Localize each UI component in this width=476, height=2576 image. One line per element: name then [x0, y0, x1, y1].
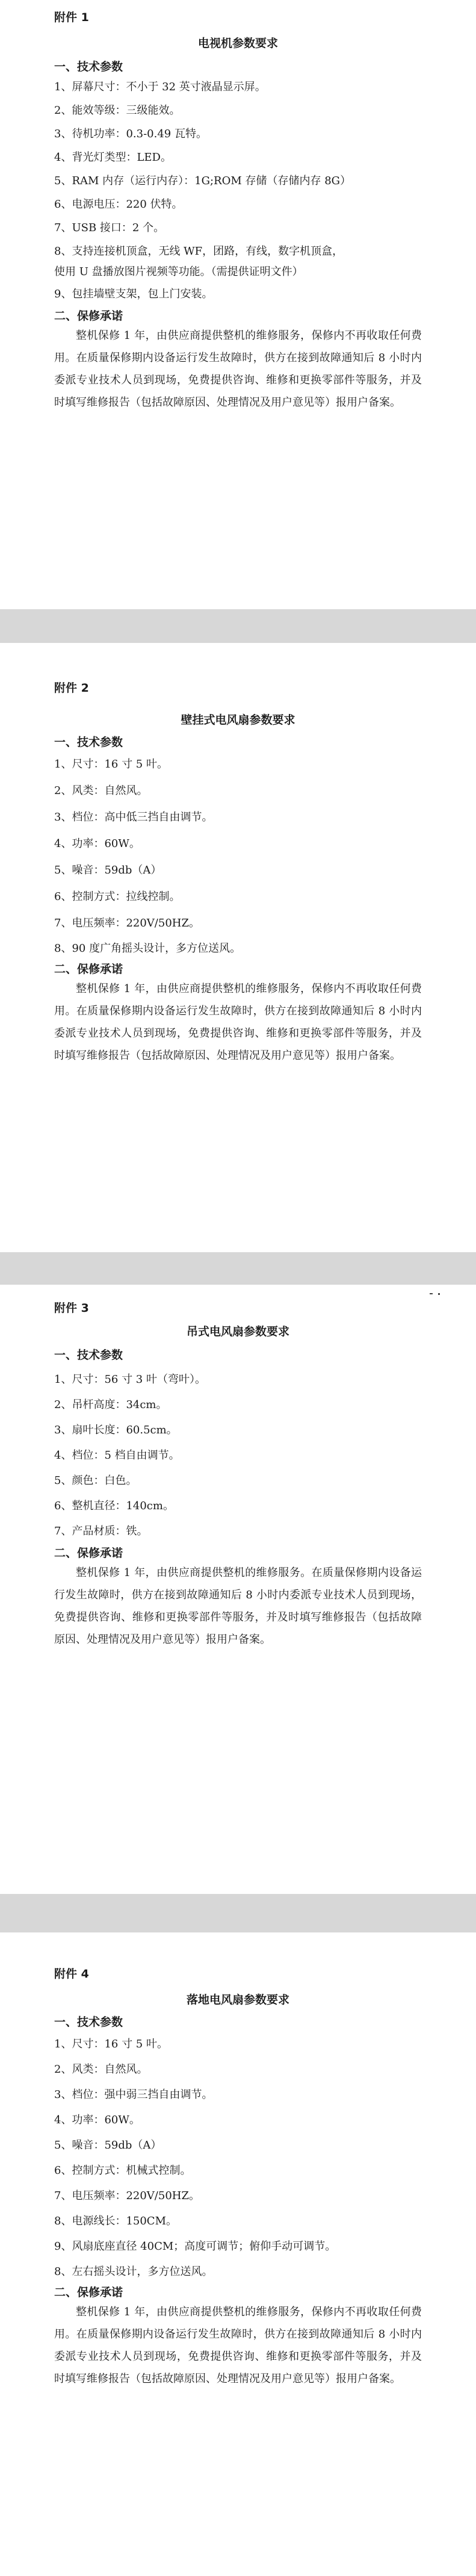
param-line: 使用 U 盘播放图片视频等功能。（需提供证明文件） — [54, 265, 303, 278]
scan-mark — [438, 1293, 440, 1295]
param-line: 3、待机功率：0.3-0.49 瓦特。 — [54, 128, 207, 140]
param-line: 1、尺寸：16 寸 5 叶。 — [54, 2038, 168, 2050]
param-line: 2、风类：自然风。 — [54, 2063, 148, 2076]
param-line: 3、档位：强中弱三挡自由调节。 — [54, 2088, 213, 2101]
param-line: 2、能效等级：三级能效。 — [54, 104, 181, 117]
section-heading-tech-params: 一、技术参数 — [54, 2016, 123, 2029]
param-line: 8、90 度广角摇头设计，多方位送风。 — [54, 942, 241, 955]
document-page-1 — [0, 0, 476, 609]
param-line: 6、整机直径：140cm。 — [54, 1500, 174, 1512]
document-page-2 — [0, 643, 476, 1252]
document-page-3 — [0, 1285, 476, 1894]
page-separator — [0, 1894, 476, 1932]
param-line: 3、扇叶长度：60.5cm。 — [54, 1424, 178, 1436]
warranty-paragraph: 整机保修 1 年，由供应商提供整机的维修服务，保修内不再收取任何费用。在质量保修期内设备运行发生故障时，供方在接到故障通知后 8 小时内委派专业技术人员到现场，免费提供咨询、维修和更换零部件等服务，并及时填写维修报告（包括故障原因、处理情况及用户意见等）报用户备案。 — [54, 2306, 422, 2385]
attachment-label: 附件 1 — [54, 11, 89, 24]
attachment-label: 附件 2 — [54, 681, 89, 695]
param-line: 7、电压频率：220V/50HZ。 — [54, 2190, 200, 2202]
param-line: 7、产品材质：铁。 — [54, 1525, 148, 1538]
section-heading-warranty: 二、保修承诺 — [54, 309, 123, 323]
param-line: 4、功率：60W。 — [54, 2114, 140, 2126]
param-line: 9、包挂墙壁支架，包上门安装。 — [54, 288, 213, 300]
warranty-paragraph: 整机保修 1 年，由供应商提供整机的维修服务，保修内不再收取任何费用。在质量保修期内设备运行发生故障时，供方在接到故障通知后 8 小时内委派专业技术人员到现场，免费提供咨询、维修和更换零部件等服务，并及时填写维修报告（包括故障原因、处理情况及用户意见等）报用户备案。 — [54, 329, 422, 409]
section-heading-warranty: 二、保修承诺 — [54, 1547, 123, 1560]
page-title: 壁挂式电风扇参数要求 — [181, 713, 295, 727]
param-line: 8、支持连接机顶盒，无线 WF，团路，有线，数字机顶盒， — [54, 245, 344, 258]
param-line: 6、控制方式：机械式控制。 — [54, 2164, 191, 2177]
param-line: 7、电压频率：220V/50HZ。 — [54, 917, 200, 930]
param-line: 6、控制方式：拉线控制。 — [54, 890, 181, 903]
page-title: 落地电风扇参数要求 — [186, 1993, 289, 2006]
param-line: 8、电源线长：150CM。 — [54, 2215, 178, 2227]
param-line: 5、RAM 内存（运行内存）：1G;ROM 存储（存储内存 8G） — [54, 175, 351, 187]
param-line: 8、左右摇头设计，多方位送风。 — [54, 2265, 213, 2278]
param-line: 5、颜色：白色。 — [54, 1474, 137, 1487]
section-heading-tech-params: 一、技术参数 — [54, 60, 123, 73]
page-title: 电视机参数要求 — [197, 37, 278, 50]
param-line: 1、尺寸：56 寸 3 叶（弯叶）。 — [54, 1373, 206, 1386]
param-line: 4、档位：5 档自由调节。 — [54, 1449, 180, 1462]
param-line: 2、吊杆高度：34cm。 — [54, 1398, 167, 1411]
warranty-paragraph: 整机保修 1 年，由供应商提供整机的维修服务。在质量保修期内设备运行发生故障时，供方在接到故障通知后 8 小时内委派专业技术人员到现场，免费提供咨询、维修和更换零部件等服务，并及时填写维修报告（包括故障原因、处理情况及用户意见等）报用户备案。 — [54, 1566, 422, 1646]
param-line: 9、风扇底座直径 40CM；高度可调节；俯仰手动可调节。 — [54, 2240, 336, 2253]
param-line: 2、风类：自然风。 — [54, 784, 148, 797]
param-line: 1、尺寸：16 寸 5 叶。 — [54, 758, 168, 771]
section-heading-tech-params: 一、技术参数 — [54, 1349, 123, 1362]
page-separator — [0, 609, 476, 643]
param-line: 4、背光灯类型：LED。 — [54, 151, 172, 164]
section-heading-warranty: 二、保修承诺 — [54, 2286, 123, 2299]
param-line: 3、档位：高中低三挡自由调节。 — [54, 811, 213, 824]
param-line: 4、功率：60W。 — [54, 837, 140, 850]
page-title: 吊式电风扇参数要求 — [186, 1325, 289, 1338]
section-heading-tech-params: 一、技术参数 — [54, 736, 123, 749]
param-line: 5、噪音：59db（A） — [54, 864, 162, 877]
param-line: 6、电源电压：220 伏特。 — [54, 198, 183, 211]
param-line: 7、USB 接口：2 个。 — [54, 222, 165, 234]
page-separator — [0, 1252, 476, 1285]
param-line: 1、屏幕尺寸：不小于 32 英寸液晶显示屏。 — [54, 81, 266, 93]
scan-mark — [430, 1293, 433, 1294]
warranty-paragraph: 整机保修 1 年，由供应商提供整机的维修服务，保修内不再收取任何费用。在质量保修期内设备运行发生故障时，供方在接到故障通知后 8 小时内委派专业技术人员到现场，免费提供咨询、维修和更换零部件等服务，并及时填写维修报告（包括故障原因、处理情况及用户意见等）报用户备案。 — [54, 982, 422, 1062]
attachment-label: 附件 4 — [54, 1967, 89, 1981]
document-page-4 — [0, 1932, 476, 2576]
param-line: 5、噪音：59db（A） — [54, 2139, 162, 2152]
section-heading-warranty: 二、保修承诺 — [54, 963, 123, 976]
attachment-label: 附件 3 — [54, 1302, 89, 1315]
